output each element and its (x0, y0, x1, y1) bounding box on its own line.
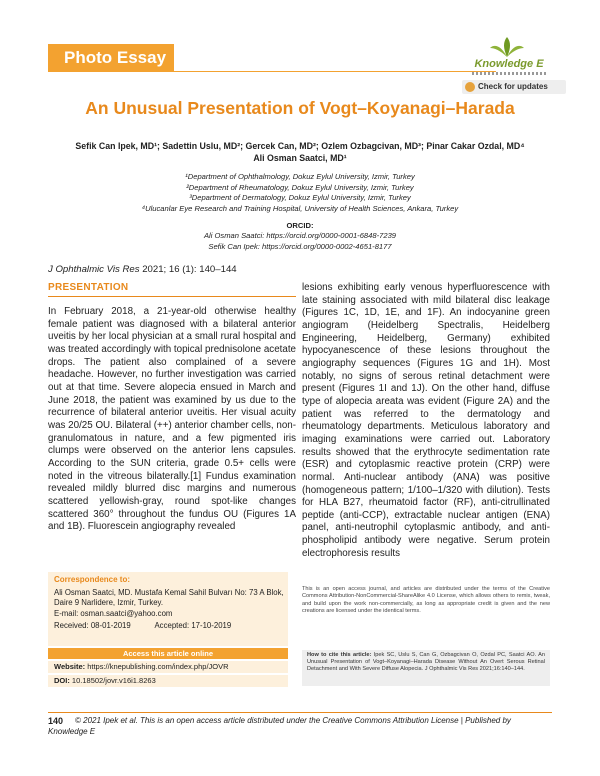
correspondence-box (48, 572, 288, 646)
correspondence-heading: Correspondence to: (54, 575, 131, 584)
footer-license: © 2021 Ipek et al. This is an open access article distributed under the Creative Commons Attribution License | Published by (75, 716, 511, 725)
publisher-name: Knowledge E (474, 58, 544, 70)
website-label: Website: (54, 662, 86, 671)
accepted-date: Accepted: 17-10-2019 (154, 621, 232, 630)
affiliation-4: ⁴Ulucanlar Eye Research and Training Hospital, University of Health Sciences, Ankara, Turkey (141, 203, 459, 213)
correspondence-email[interactable]: E-mail: osman.saatci@yahoo.com (54, 609, 173, 618)
access-doi[interactable] (48, 675, 288, 687)
publisher-tagline (472, 72, 546, 75)
article-dates (54, 621, 253, 631)
affiliation-1: ¹Department of Ophthalmology, Dokuz Eylul University, Izmir, Turkey (185, 172, 415, 181)
footer-rule (48, 712, 552, 713)
section-rule (48, 296, 296, 297)
journal-name: J Ophthalmic Vis Res (48, 264, 140, 275)
section-tab: Photo Essay (48, 44, 174, 71)
update-icon (465, 82, 475, 92)
affiliation-2: ²Department of Rheumatology, Dokuz Eylul University, Izmir, Turkey (186, 182, 414, 192)
body-column-right: lesions exhibiting early venous hyperfluorescence with late staining associated with mild bilateral disc leakage (Figures 1C, 1D, 1E, and 1F). An indocyanine green angiogram (Heidelberg Spectralis, Heidelberg Engineering, Heidelberg, Germany) exhibited hypocyanescence of these lesions throughout the angiography sequences (Figures 1G and 1H). Most notably, no signs of serous retinal detachment were present (Figures 1I and 1J). On the other hand, diffuse type of alopecia areata was evident (Figure 2A) and the patient was referred to the dermatology and rheumatology departments. Meticulous laboratory and imaging examinations were carried out. Laboratory results showed that the erythrocyte sedimentation rate (ESR) and cytoplasmic reactive protein (CRP) were normal. Anti-nuclear antibody (ANA) was positive (homogeneous pattern; 1/100–1/320 with dilution). Tests for HLA B27, rheumatoid factor (RF), anti-citrullinated peptide (anti-CCP), extractable nuclear antigen (ENA) panel, anti-neutrophil cytoplasmic antibody, and anti-phospholipid antibody were negative. Serum protein electrophoresis results (302, 282, 550, 559)
orcid-heading: ORCID: (286, 221, 314, 230)
leaf-logo-icon (488, 36, 526, 58)
authors-line-2: Ali Osman Saatci, MD¹ (253, 153, 347, 163)
website-link[interactable]: https://knepublishing.com/index.php/JOVR (85, 662, 229, 671)
article-title: An Unusual Presentation of Vogt–Koyanagi–Harada (85, 98, 515, 118)
check-for-updates-button[interactable] (462, 80, 566, 94)
received-date: Received: 08-01-2019 (54, 621, 131, 630)
orcid-link[interactable]: Sefik Can Ipek: https://orcid.org/0000-0002-4651-8177 (208, 241, 392, 251)
section-heading: PRESENTATION (48, 282, 129, 293)
orcid-link[interactable]: Ali Osman Saatci: https://orcid.org/0000-0001-6848-7239 (203, 231, 397, 240)
check-updates-label: Check for updates (478, 82, 548, 91)
page-number: 140 (48, 716, 64, 726)
journal-citation (48, 264, 237, 275)
affiliation-3: ³Department of Dermatology, Dokuz Eylul University, Izmir, Turkey (189, 193, 411, 202)
how-to-cite-box (302, 650, 550, 686)
affiliations (80, 172, 520, 214)
doi-label: DOI: (54, 676, 70, 685)
doi-link[interactable]: 10.18502/jovr.v16i1.8263 (69, 676, 156, 685)
header-rule (48, 71, 496, 72)
license-text: This is an open access journal, and articles are distributed under the terms of the Creative Commons Attribution-NonCommercial-ShareAlike 4.0 License, which allows others to remix, tweak, and build upon the work non-commercially, as long as appropriate credit is given and the new creations are licensed under the identical terms. (302, 586, 550, 615)
body-column-left: In February 2018, a 21-year-old otherwise healthy female patient was diagnosed with a bilateral anterior uveitis by her local physician at a small rural hospital and was treated accordingly with topical prednisolone acetate drops. The patient also complained of a severe headache. However, no further investigation was carried out at that time. Severe alopecia ensued in March and June 2018, the patient was examined by us due to the recurrence of bilateral anterior uveitis. Her visual acuity was 20/25 OU. Bilateral (++) anterior chamber cells, non-granulomatous in nature, and a few pigmented iris clumps were observed on the anterior lens capsules. According to the SUN criteria, grade 0.5+ cells were noted in the vitreous bilaterally.[1] Fundus examination revealed mildly blurred disc margins and numerous scattered yellowish-gray, round spot-like changes scattered 360° throughout the fundus OU (Figures 1A and 1B). Fluorescein angiography revealed (48, 306, 296, 533)
footer-publisher: Knowledge E (48, 727, 96, 736)
orcid-list (0, 231, 600, 252)
citation-details: 2021; 16 (1): 140–144 (139, 264, 237, 275)
access-heading: Access this article online (48, 648, 288, 659)
correspondence-address: Ali Osman Saatci, MD. Mustafa Kemal Sahil Bulvarı No: 73 A Blok, Daire 9 Narlidere, Izmir, Turkey. (54, 588, 284, 607)
author-list (50, 140, 550, 164)
authors-line-1: Sefik Can Ipek, MD¹; Sadettin Uslu, MD²; Gercek Can, MD²; Ozlem Ozbagcivan, MD³; Pinar Cakar Ozdal, MD⁴ (75, 141, 525, 151)
access-website[interactable] (48, 661, 288, 673)
how-to-cite-text: Ipek SC, Uslu S, Can G, Ozbagcivan O, Ozdal PC, Saatci AO. An Unusual Presentation of Vogt–Koyanagi–Harada Disease Without An Overt Serous Retinal Detachment and With Severe Diffuse Alopecia. J Ophthalmic Vis Res 2021;16:140–144. (307, 652, 545, 673)
how-to-cite-label: How to cite this article: (307, 652, 372, 658)
